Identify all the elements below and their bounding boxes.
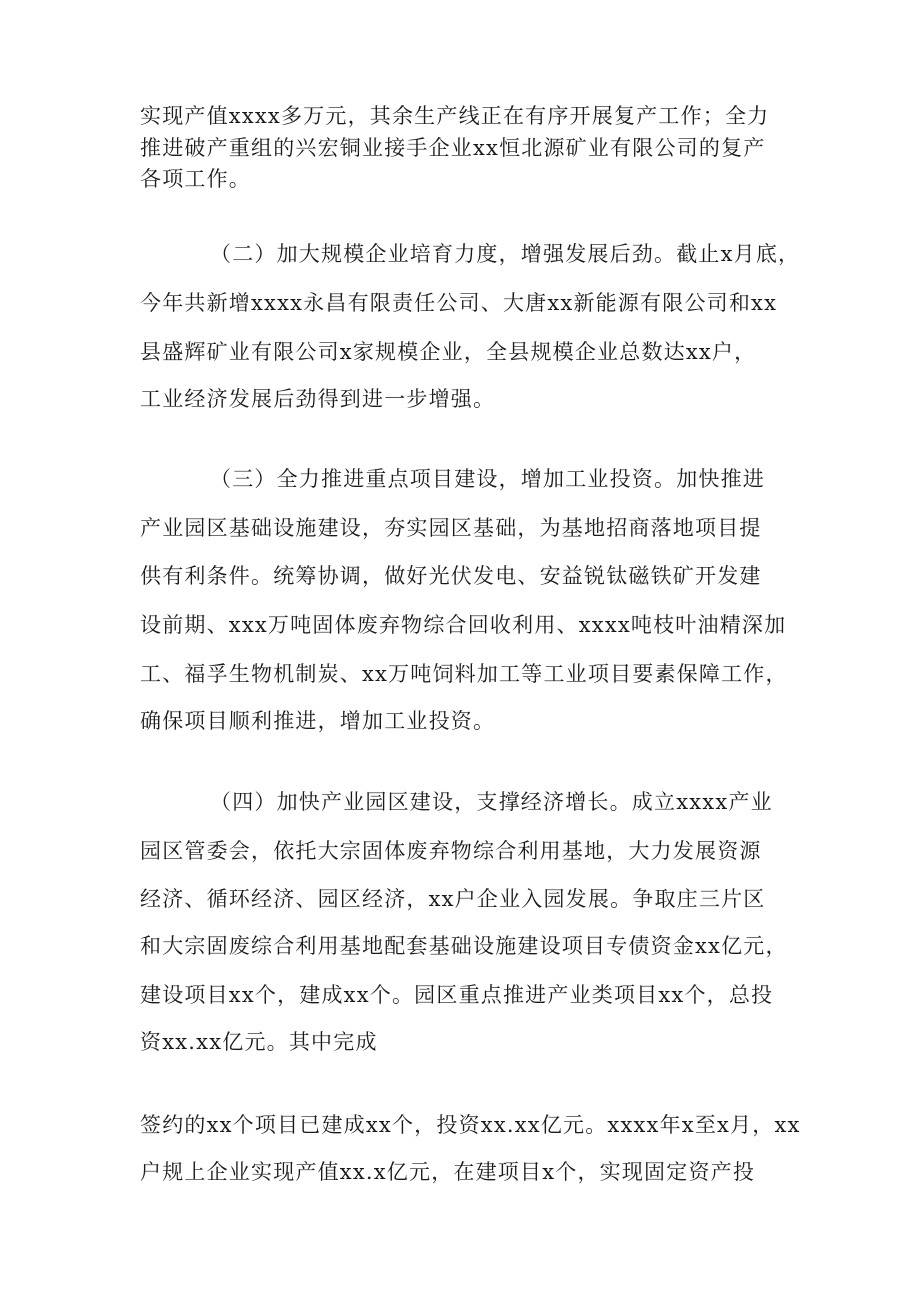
text-line: 设前期、xxx万吨固体废弃物综合回收利用、xxxx吨枝叶油精深加 <box>140 613 787 637</box>
text-line: 供有利条件。统筹协调，做好光伏发电、安益锐钛磁铁矿开发建 <box>140 564 762 588</box>
text-line: 各项工作。 <box>140 167 251 191</box>
text-line: 实现产值xxxx多万元，其余生产线正在有序开展复产工作；全力 <box>140 104 770 128</box>
text-line: 签约的xx个项目已建成xx个，投资xx.xx亿元。xxxx年x至x月，xx <box>140 1113 801 1137</box>
text-line: 经济、循环经济、园区经济，xx户企业入园发展。争取庄三片区 <box>140 887 766 911</box>
text-line: 确保项目顺利推进，增加工业投资。 <box>140 709 496 733</box>
text-line: 工业经济发展后劲得到进一步增强。 <box>140 387 496 411</box>
section-heading-line: （三）全力推进重点项目建设，增加工业投资。加快推进 <box>210 467 765 491</box>
section-heading-line: （二）加大规模企业培育力度，增强发展后劲。截止x月底， <box>210 242 801 266</box>
section-heading-line: （四）加快产业园区建设，支撑经济增长。成立xxxx产业 <box>210 790 773 814</box>
text-line: 户规上企业实现产值xx.x亿元，在建项目x个，实现固定资产投 <box>140 1160 756 1184</box>
text-line: 资xx.xx亿元。其中完成 <box>140 1030 378 1054</box>
text-line: 今年共新增xxxx永昌有限责任公司、大唐xx新能源有限公司和xx <box>140 291 778 315</box>
text-line: 园区管委会，依托大宗固体废弃物综合利用基地，大力发展资源 <box>140 839 762 863</box>
text-line: 推进破产重组的兴宏铜业接手企业xx恒北源矿业有限公司的复产 <box>140 136 766 160</box>
text-line: 建设项目xx个，建成xx个。园区重点推进产业类项目xx个，总投 <box>140 983 774 1007</box>
text-line: 工、福孚生物机制炭、xx万吨饲料加工等工业项目要素保障工作， <box>140 662 788 686</box>
text-line: 和大宗固废综合利用基地配套基础设施建设项目专债资金xx亿元， <box>140 934 788 958</box>
text-line: 县盛辉矿业有限公司x家规模企业，全县规模企业总数达xx户， <box>140 340 757 364</box>
text-line: 产业园区基础设施建设，夯实园区基础，为基地招商落地项目提 <box>140 516 762 540</box>
